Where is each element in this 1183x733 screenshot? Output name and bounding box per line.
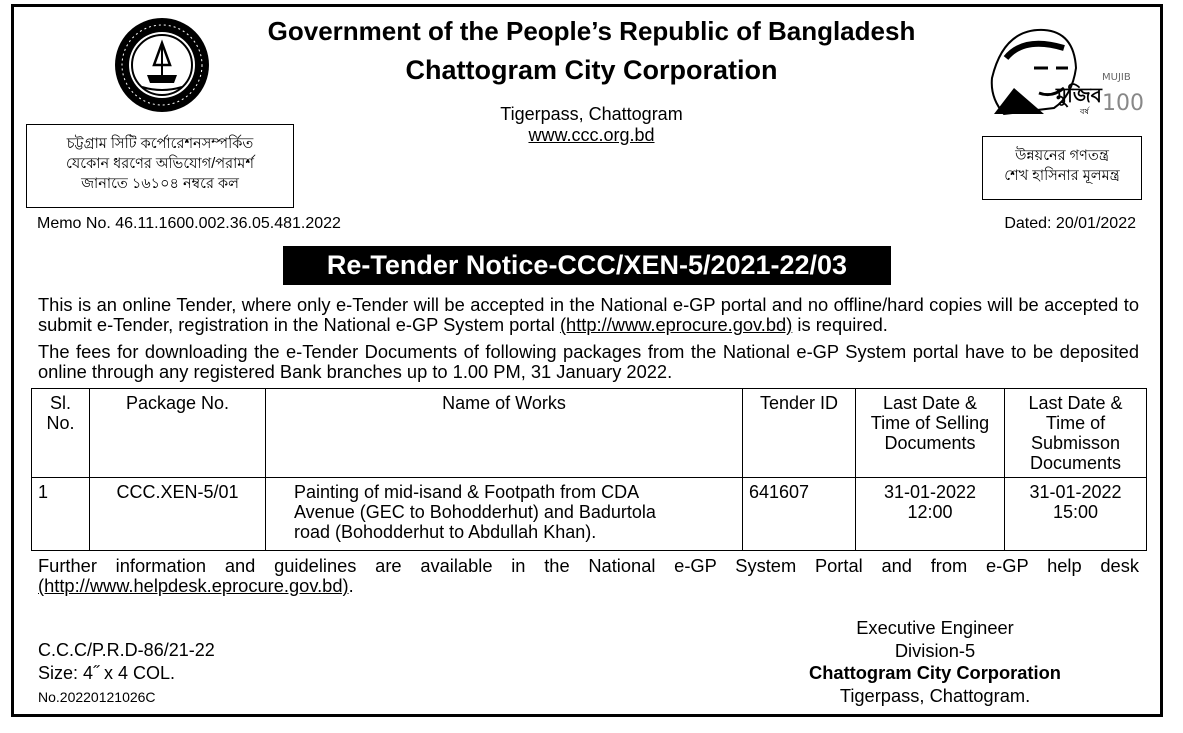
slogan-line-2: শেখ হাসিনার মূলমন্ত্র — [1004, 168, 1120, 184]
cell-works: Painting of mid-isand & Footpath from CDA Avenue (GEC to Bohodderhut) and Badurtola road (Bohodderhut to Abdullah Khan). — [266, 478, 743, 551]
intro-p1-text: This is an online Tender, where only e-Tender will be accepted in the National e-GP portal and no offline/hard copies will be accepted to submit e-Tender, registration in the National e-GP System portal — [38, 294, 1139, 335]
cell-tender-id: 641607 — [743, 478, 856, 551]
footer-ref: C.C.C/P.R.D-86/21-22 — [38, 640, 215, 660]
cell-sl: 1 — [32, 478, 90, 551]
further-end: . — [348, 575, 354, 596]
selling-date: 31-01-2022 — [883, 482, 977, 502]
intro-paragraph-2: The fees for downloading the e-Tender Documents of following packages from the National e-GP System portal have to be deposited online through any registered Bank branches up to 1.00 PM, 31 January 2022. — [38, 341, 1139, 382]
further-info-paragraph — [38, 556, 1139, 596]
government-heading: Government of the People’s Republic of Bangladesh — [267, 16, 916, 46]
mujib-bangla-text: মুজিব — [1056, 83, 1102, 107]
eprocure-link[interactable]: (http://www.eprocure.gov.bd) — [559, 314, 793, 335]
notice-date: Dated: 20/01/2022 — [1004, 215, 1136, 232]
tender-table — [31, 388, 1147, 551]
submission-time: 15:00 — [1052, 502, 1099, 522]
hotline-box — [26, 124, 294, 208]
intro-p1-end: is required. — [797, 314, 888, 335]
borsho-text: বর্ষ — [1080, 107, 1089, 116]
mujib-en-text: MUJIB — [1102, 72, 1131, 83]
hotline-line-1: চট্টগ্রাম সিটি কর্পোরেশনসম্পর্কিত — [66, 136, 254, 152]
signature-org: Chattogram City Corporation — [809, 662, 1061, 683]
header-works: Name of Works — [266, 389, 743, 478]
signature-block — [780, 617, 1090, 707]
notice-title-banner: Re-Tender Notice-CCC/XEN-5/2021-22/03 — [283, 246, 891, 285]
header-package: Package No. — [90, 389, 266, 478]
mujib-100-portrait-icon — [984, 18, 1144, 118]
organization-heading: Chattogram City Corporation — [405, 55, 778, 85]
helpdesk-link[interactable]: (http://www.helpdesk.eprocure.gov.bd) — [38, 575, 349, 596]
header-tender-id: Tender ID — [743, 389, 856, 478]
table-row — [32, 478, 1147, 551]
cell-package: CCC.XEN-5/01 — [90, 478, 266, 551]
table-header-row — [32, 389, 1147, 478]
mujib-num-text: 100 — [1102, 91, 1144, 116]
cell-submission — [1005, 478, 1147, 551]
hotline-line-3: জানাতে ১৬১০৪ নম্বরে কল — [81, 176, 239, 192]
signature-address: Tigerpass, Chattogram. — [839, 684, 1031, 706]
footer-size: Size: 4˝ x 4 COL. — [38, 663, 176, 683]
address-line: Tigerpass, Chattogram — [500, 104, 683, 124]
memo-number: Memo No. 46.11.1600.002.36.05.481.2022 — [37, 215, 341, 232]
website-link[interactable]: www.ccc.org.bd — [528, 125, 655, 145]
cell-selling — [856, 478, 1005, 551]
footer-number: No.20220121026C — [38, 689, 156, 705]
header-sl: Sl. No. — [32, 389, 90, 478]
signature-title: Executive Engineer — [856, 617, 1014, 638]
hotline-line-2: যেকোন ধরণের অভিযোগ/পরামর্শ — [66, 156, 254, 172]
signature-division: Division-5 — [894, 639, 976, 661]
selling-time: 12:00 — [907, 502, 953, 522]
header-selling: Last Date & Time of Selling Documents — [856, 389, 1005, 478]
header-submission: Last Date & Time of Submisson Documents — [1005, 389, 1147, 478]
further-text: Further information and guidelines are available in the National e-GP System Portal and from e-GP help desk — [38, 555, 1139, 576]
slogan-box — [982, 136, 1142, 200]
submission-date: 31-01-2022 — [1029, 482, 1122, 502]
slogan-line-1: উন্নয়নের গণতন্ত্র — [1015, 148, 1109, 164]
intro-paragraph-1 — [38, 295, 1139, 335]
